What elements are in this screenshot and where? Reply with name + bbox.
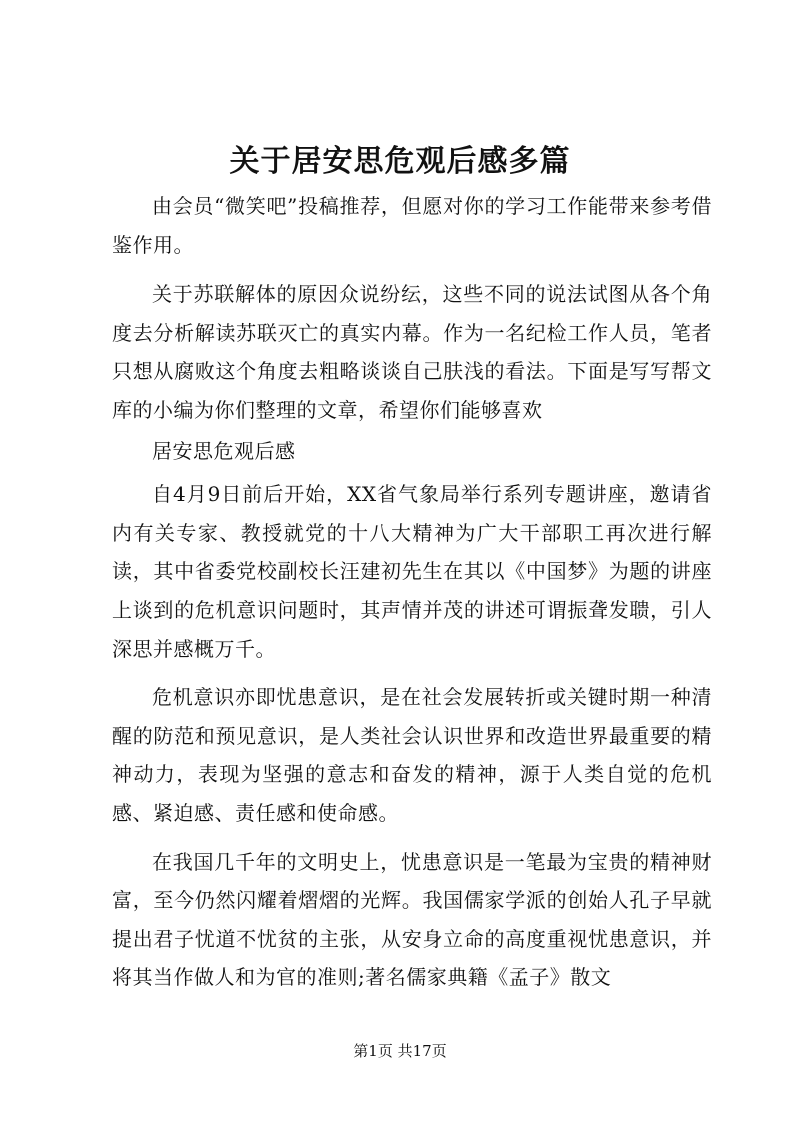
document-title: 关于居安思危观后感多篇 <box>229 144 571 179</box>
page-footer: 第1页 共17页 <box>353 1042 447 1060</box>
paragraph: 居安思危观后感 <box>152 438 296 463</box>
paragraph: 在我国几千年的文明史上，忧患意识是一笔最为宝贵的精神财富，至今仍然闪耀着熠熠的光辉。我国儒家学派的创始人孔子早就提出君子忧道不忧贫的主张，从安身立命的高度重视忧患意识，并将其当作做人和为官的准则;著名儒家典籍《孟子》散文 <box>112 849 712 990</box>
document-body <box>112 187 712 997</box>
paragraph: 自4月9日前后开始，XX省气象局举行系列专题讲座，邀请省内有关专家、教授就党的十八大精神为广大干部职工再次进行解读，其中省委党校副校长汪建初先生在其以《中国梦》为题的讲座上谈到的危机意识问题时，其声情并茂的讲述可谓振聋发聩，引人深思并感概万千。 <box>112 482 712 661</box>
paragraph: 危机意识亦即忧患意识，是在社会发展转折或关键时期一种清醒的防范和预见意识，是人类社会认识世界和改造世界最重要的精神动力，表现为坚强的意志和奋发的精神，源于人类自觉的危机感、紧迫感、责任感和使命感。 <box>112 685 712 825</box>
paragraph: 由会员“微笑吧”投稿推荐，但愿对你的学习工作能带来参考借鉴作用。 <box>112 194 712 257</box>
paragraph: 关于苏联解体的原因众说纷纭，这些不同的说法试图从各个角度去分析解读苏联灭亡的真实内幕。作为一名纪检工作人员，笔者只想从腐败这个角度去粗略谈谈自己肤浅的看法。下面是写写帮文库的小编为你们整理的文章，希望你们能够喜欢 <box>112 282 712 422</box>
